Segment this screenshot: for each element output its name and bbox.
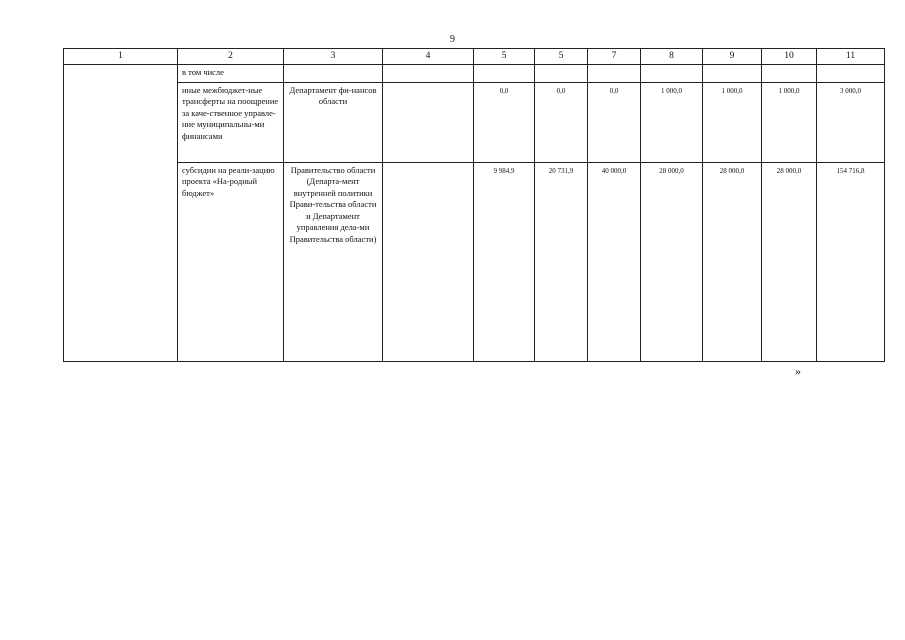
value-cell (762, 65, 817, 83)
value-cell (474, 65, 535, 83)
value-cell: 28 000,0 (762, 163, 817, 362)
header-cell: 7 (588, 49, 641, 65)
value-cell: 0,0 (535, 83, 588, 163)
value-cell: 1 000,0 (762, 83, 817, 163)
row-group-cell (64, 65, 178, 362)
table-row (64, 83, 885, 163)
value-cell: 28 000,0 (703, 163, 762, 362)
name-cell: субсидии на реали-зацию проекта «На-родный бюджет» (178, 163, 284, 362)
table-row (64, 65, 885, 83)
executor-cell (284, 65, 383, 83)
header-cell: 5 (474, 49, 535, 65)
value-cell: 0,0 (474, 83, 535, 163)
value-cell: 20 731,9 (535, 163, 588, 362)
value-cell (641, 65, 703, 83)
code-cell (383, 83, 474, 163)
header-cell: 3 (284, 49, 383, 65)
value-cell (535, 65, 588, 83)
value-cell: 3 000,0 (817, 83, 885, 163)
code-cell (383, 163, 474, 362)
table-header-row (64, 49, 885, 65)
value-cell: 28 000,0 (641, 163, 703, 362)
value-cell: 0,0 (588, 83, 641, 163)
value-cell: 1 000,0 (703, 83, 762, 163)
header-cell: 10 (762, 49, 817, 65)
value-cell (817, 65, 885, 83)
value-cell: 40 000,0 (588, 163, 641, 362)
budget-table (63, 48, 885, 362)
header-cell: 9 (703, 49, 762, 65)
table-row (64, 163, 885, 362)
value-cell: 154 716,8 (817, 163, 885, 362)
value-cell: 9 984,9 (474, 163, 535, 362)
value-cell (588, 65, 641, 83)
page-number: 9 (450, 34, 455, 45)
header-cell: 4 (383, 49, 474, 65)
value-cell (703, 65, 762, 83)
header-cell: 5 (535, 49, 588, 65)
executor-cell: Департамент фи-нансов области (284, 83, 383, 163)
header-cell: 11 (817, 49, 885, 65)
code-cell (383, 65, 474, 83)
closing-quote-mark: » (795, 364, 801, 378)
header-cell: 1 (64, 49, 178, 65)
value-cell: 1 000,0 (641, 83, 703, 163)
name-cell: иные межбюджет-ные трансферты на поощрение за каче-ственное управле-ние муниципальны-ми финансами (178, 83, 284, 163)
executor-cell: Правительство области (Департа-мент внутренней политики Прави-тельства области и Департамент управления дела-ми Правительства области) (284, 163, 383, 362)
header-cell: 2 (178, 49, 284, 65)
name-cell: в том числе (178, 65, 284, 83)
header-cell: 8 (641, 49, 703, 65)
